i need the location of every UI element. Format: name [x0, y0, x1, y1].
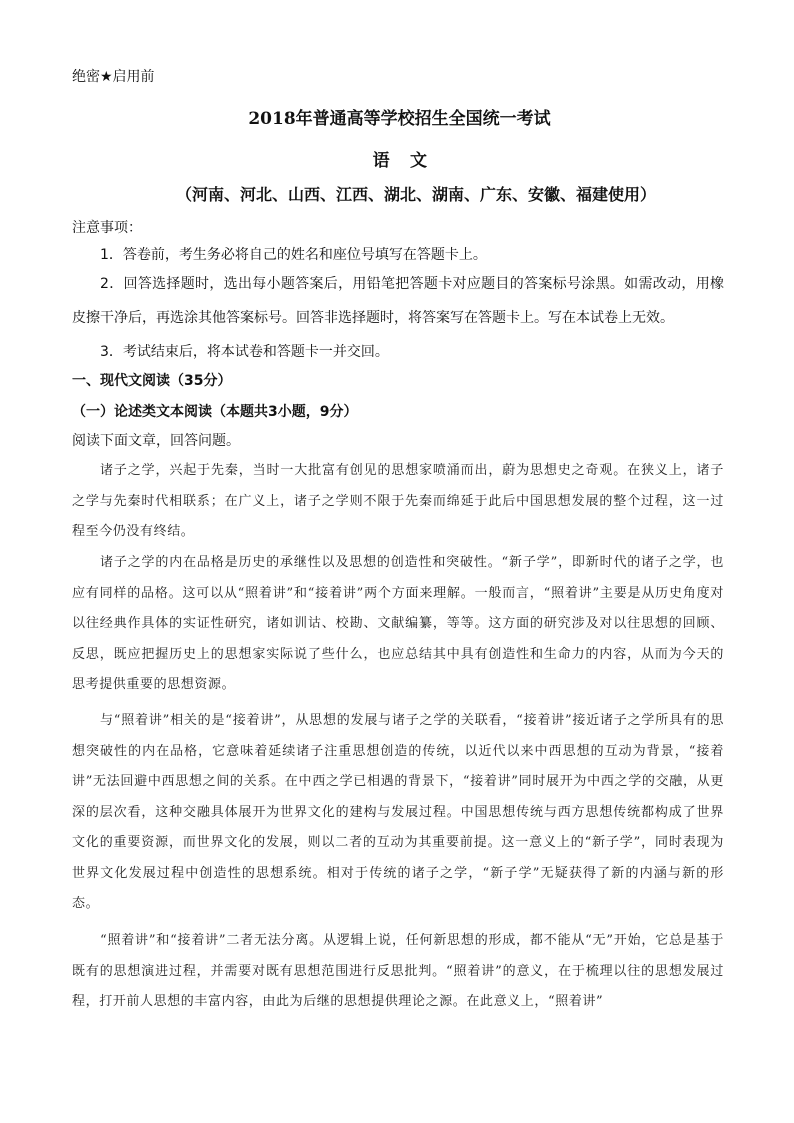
- note-item-1: 1．答卷前，考生务必将自己的姓名和座位号填写在答题卡上。: [100, 247, 487, 263]
- notes-heading: 注意事项：: [72, 220, 142, 236]
- passage-paragraph-2: 诸子之学的内在品格是历史的承继性以及思想的创造性和突破性。“新子学”，即新时代的诸子之学，也应有同样的品格。这可以从“照着讲”和“接着讲”两个方面来理解。一般而言，“照着讲”主要是从历史角度对以往经典作具体的实证性研究，诸如训诂、校勘、文献编纂，等等。这方面的研究涉及对以往思想的回顾、反思，既应把握历史上的思想家实际说了些什么，也应总结其中具有创造性和生命力的内容，从而为今天的思考提供重要的思想资源。: [72, 555, 724, 692]
- confidential-label: 绝密★启用前: [72, 69, 155, 85]
- reading-instruction: 阅读下面文章，回答问题。: [72, 433, 240, 449]
- regions-subtitle: （河南、河北、山西、江西、湖北、湖南、广东、安徽、福建使用）: [175, 185, 656, 204]
- passage-paragraph-4: “照着讲”和“接着讲”二者无法分离。从逻辑上说，任何新思想的形成，都不能从“无”开始，它总是基于既有的思想演进过程，并需要对既有思想范围进行反思批判。“照着讲”的意义，在于梳理以往的思想发展过程，打开前人思想的丰富内容，由此为后继的思想提供理论之源。在此意义上，“照着讲”: [72, 933, 724, 1009]
- section-heading: 一、现代文阅读（35分）: [72, 373, 232, 389]
- note-item-2: 2．回答选择题时，选出每小题答案后，用铅笔把答题卡对应题目的答案标号涂黑。如需改动，用橡皮擦干净后，再选涂其他答案标号。回答非选择题时，将答案写在答题卡上。写在本试卷上无效。: [72, 276, 724, 326]
- passage-paragraph-3: 与“照着讲”相关的是“接着讲”，从思想的发展与诸子之学的关联看，“接着讲”接近诸子之学所具有的思想突破性的内在品格，它意味着延续诸子注重思想创造的传统，以近代以来中西思想的互动为背景，“接着讲”无法回避中西思想之间的关系。在中西之学已相遇的背景下，“接着讲”同时展开为中西之学的交融，从更深的层次看，这种交融具体展开为世界文化的建构与发展过程。中国思想传统与西方思想传统都构成了世界文化的重要资源，而世界文化的发展，则以二者的互动为其重要前提。这一意义上的“新子学”，同时表现为世界文化发展过程中创造性的思想系统。相对于传统的诸子之学，“新子学”无疑获得了新的内涵与新的形态。: [72, 713, 724, 911]
- note-item-3: 3．考试结束后，将本试卷和答题卡一并交回。: [100, 344, 389, 360]
- passage-paragraph-1: 诸子之学，兴起于先秦，当时一大批富有创见的思想家喷涌而出，蔚为思想史之奇观。在狭义上，诸子之学与先秦时代相联系；在广义上，诸子之学则不限于先秦而绵延于此后中国思想发展的整个过程，这一过程至今仍没有终结。: [72, 463, 724, 539]
- subject-title: 语文: [372, 151, 448, 171]
- exam-title: 2018年普通高等学校招生全国统一考试: [248, 109, 551, 129]
- subsection-heading: （一）论述类文本阅读（本题共3小题，9分）: [72, 404, 358, 420]
